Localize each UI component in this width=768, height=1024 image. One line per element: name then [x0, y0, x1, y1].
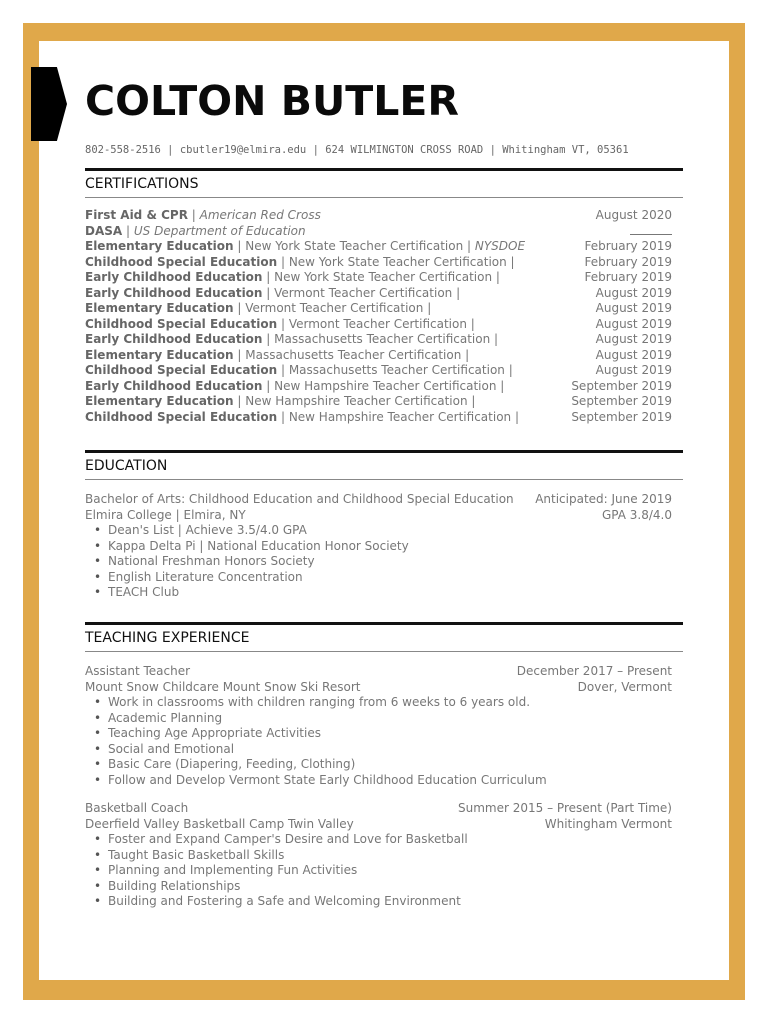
certification-row: [85, 317, 683, 333]
job-organization: Mount Snow Childcare Mount Snow Ski Resort: [85, 679, 361, 694]
certification-date: September 2019: [571, 409, 672, 424]
section-title: CERTIFICATIONS: [85, 168, 683, 198]
certification-name: Early Childhood Education: [85, 285, 263, 300]
section-title: TEACHING EXPERIENCE: [85, 622, 683, 652]
job-role: Assistant Teacher: [85, 664, 191, 678]
certification-name: Early Childhood Education: [85, 378, 263, 393]
certification-row: [85, 239, 683, 255]
certification-info: Early Childhood Education | Vermont Teacher Certification |: [85, 285, 461, 300]
certification-name: Elementary Education: [85, 301, 234, 315]
certification-name: Childhood Special Education: [85, 409, 278, 424]
certification-date: August 2019: [595, 363, 672, 377]
certification-row: [85, 255, 683, 271]
job-org-row: [85, 817, 683, 833]
list-item: • National Freshman Honors Society: [108, 554, 683, 570]
certification-row: [85, 363, 683, 379]
certification-date: February 2019: [584, 239, 672, 253]
list-item: • Dean's List | Achieve 3.5/4.0 GPA: [108, 523, 683, 539]
job-organization: Deerfield Valley Basketball Camp Twin Valley: [85, 816, 354, 831]
education-school-row: [85, 508, 683, 524]
certification-date-blank: [630, 224, 683, 240]
certification-date: August 2019: [595, 347, 672, 362]
certification-info: First Aid & CPR | American Red Cross: [85, 208, 321, 222]
resume-frame: [23, 23, 745, 1000]
list-item: • English Literature Concentration: [108, 570, 683, 586]
list-item: • Taught Basic Basketball Skills: [108, 848, 683, 864]
list-item: • Building and Fostering a Safe and Welcoming Environment: [108, 894, 683, 910]
certification-row: [85, 410, 683, 426]
certification-info: DASA | US Department of Education: [85, 223, 306, 238]
certification-row: [85, 394, 683, 410]
certification-issuer: US Department of Education: [133, 223, 306, 238]
certification-info: Elementary Education | New Hampshire Teacher Certification |: [85, 394, 476, 408]
certification-info: Early Childhood Education | New York State Teacher Certification |: [85, 270, 500, 284]
education-section: [85, 450, 683, 601]
education-bullets: [85, 523, 683, 601]
certification-agency: NYSDOE: [474, 239, 526, 253]
certification-name: First Aid & CPR: [85, 208, 188, 222]
certification-info: Early Childhood Education | New Hampshire Teacher Certification |: [85, 378, 505, 393]
certification-info: Childhood Special Education | New York State Teacher Certification |: [85, 254, 515, 269]
certification-date: August 2019: [595, 332, 672, 346]
certification-row: [85, 270, 683, 286]
certification-row: [85, 379, 683, 395]
job-org-row: [85, 680, 683, 696]
certifications-list: [85, 208, 683, 425]
list-item: • Work in classrooms with children ranging from 6 weeks to 6 years old.: [108, 695, 683, 711]
certification-row: [85, 208, 683, 224]
job-role: Basketball Coach: [85, 801, 189, 815]
certification-date: September 2019: [571, 378, 672, 393]
certification-info: Childhood Special Education | New Hampshire Teacher Certification |: [85, 409, 519, 424]
certification-name: Childhood Special Education: [85, 316, 278, 331]
certification-row: [85, 348, 683, 364]
job-entry: [85, 664, 683, 788]
list-item: • Building Relationships: [108, 879, 683, 895]
candidate-name: COLTON BUTLER: [85, 77, 459, 125]
job-dates: Summer 2015 – Present (Part Time): [458, 801, 672, 815]
certification-name: Elementary Education: [85, 394, 234, 408]
certification-name: Childhood Special Education: [85, 363, 278, 377]
certification-row: [85, 332, 683, 348]
experience-section: [85, 622, 683, 910]
education-degree-row: [85, 492, 683, 508]
certification-row: [85, 301, 683, 317]
job-dates: December 2017 – Present: [516, 664, 672, 678]
certification-date: August 2020: [595, 208, 672, 222]
certification-issuer: Massachusetts Teacher Certification |: [245, 347, 470, 362]
job-role-row: [85, 801, 683, 817]
list-item: • Kappa Delta Pi | National Education Honor Society: [108, 539, 683, 555]
certification-name: Early Childhood Education: [85, 332, 263, 346]
certification-info: Elementary Education | New York State Teacher Certification | NYSDOE: [85, 239, 526, 253]
resume-page: [39, 41, 729, 980]
gpa: GPA 3.8/4.0: [601, 507, 672, 522]
certification-issuer: Vermont Teacher Certification |: [288, 316, 475, 331]
certification-date: February 2019: [584, 270, 672, 284]
job-location: Dover, Vermont: [577, 679, 672, 694]
certification-name: Childhood Special Education: [85, 254, 278, 269]
certification-date: August 2019: [595, 301, 672, 315]
job-role-row: [85, 664, 683, 680]
name-tab-marker: [31, 67, 67, 141]
certification-issuer: American Red Cross: [199, 208, 321, 222]
certification-info: Childhood Special Education | Vermont Teacher Certification |: [85, 316, 475, 331]
list-item: • Foster and Expand Camper's Desire and Love for Basketball: [108, 832, 683, 848]
contact-line: 802-558-2516 | cbutler19@elmira.edu | 624 WILMINGTON CROSS ROAD | Whitingham VT, 05361: [85, 144, 629, 156]
certification-issuer: Vermont Teacher Certification |: [245, 301, 432, 315]
certification-issuer: New Hampshire Teacher Certification |: [245, 394, 476, 408]
certification-info: Childhood Special Education | Massachusetts Teacher Certification |: [85, 363, 513, 377]
job-bullets: [85, 832, 683, 910]
list-item: • Academic Planning: [108, 711, 683, 727]
job-entry: [85, 801, 683, 910]
certification-issuer: Massachusetts Teacher Certification |: [274, 332, 499, 346]
certification-date: September 2019: [571, 394, 672, 408]
job-location: Whitingham Vermont: [544, 816, 672, 831]
list-item: • TEACH Club: [108, 585, 683, 601]
list-item: • Teaching Age Appropriate Activities: [108, 726, 683, 742]
degree-date: Anticipated: June 2019: [535, 492, 672, 506]
certification-info: Early Childhood Education | Massachusetts Teacher Certification |: [85, 332, 499, 346]
certification-row: [85, 286, 683, 302]
certification-name: Elementary Education: [85, 347, 234, 362]
date-blank-line: [630, 224, 672, 235]
job-bullets: [85, 695, 683, 788]
certification-info: Elementary Education | Massachusetts Teacher Certification |: [85, 347, 470, 362]
certification-issuer: New York State Teacher Certification |: [288, 254, 515, 269]
certification-issuer: Vermont Teacher Certification |: [274, 285, 461, 300]
certification-issuer: New Hampshire Teacher Certification |: [274, 378, 505, 393]
certification-issuer: New York State Teacher Certification |: [245, 239, 472, 253]
degree: Bachelor of Arts: Childhood Education and Childhood Special Education: [85, 492, 514, 506]
certification-issuer: New Hampshire Teacher Certification |: [288, 409, 519, 424]
section-title: EDUCATION: [85, 450, 683, 480]
certification-name: Elementary Education: [85, 239, 234, 253]
certifications-section: [85, 168, 683, 425]
certification-name: Early Childhood Education: [85, 270, 263, 284]
list-item: • Social and Emotional: [108, 742, 683, 758]
certification-date: February 2019: [584, 254, 672, 269]
list-item: • Follow and Develop Vermont State Early Childhood Education Curriculum: [108, 773, 683, 789]
certification-date: August 2019: [595, 285, 672, 300]
list-item: • Planning and Implementing Fun Activities: [108, 863, 683, 879]
certification-row: [85, 224, 683, 240]
certification-date: August 2019: [595, 316, 672, 331]
list-item: • Basic Care (Diapering, Feeding, Clothing): [108, 757, 683, 773]
certification-issuer: Massachusetts Teacher Certification |: [288, 363, 513, 377]
certification-issuer: New York State Teacher Certification |: [274, 270, 500, 284]
certification-info: Elementary Education | Vermont Teacher Certification |: [85, 301, 432, 315]
certification-name: DASA: [85, 223, 123, 238]
school: Elmira College | Elmira, NY: [85, 507, 246, 522]
